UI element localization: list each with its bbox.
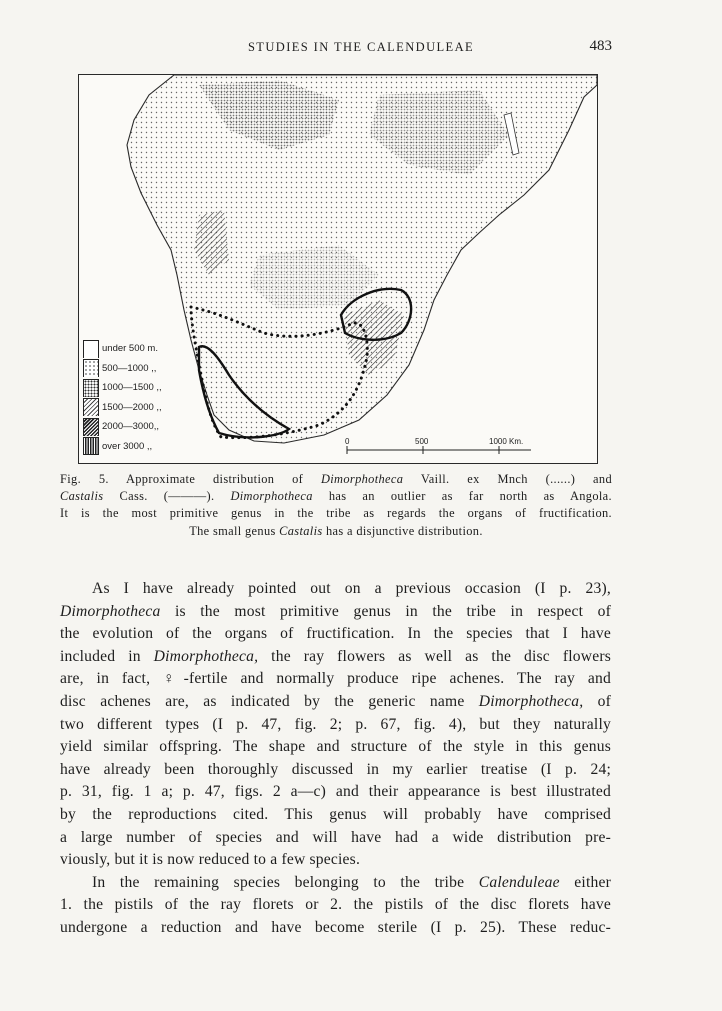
body-line: yield similar offspring. The shape and structure of the style in this genus [60, 738, 611, 756]
body-text [60, 578, 611, 940]
body-line [60, 646, 611, 669]
caption-line [60, 523, 612, 540]
body-line: are, in fact, ♀-fertile and normally produce ripe achenes. The ray and [60, 670, 611, 688]
caption-genus: Dimorphotheca [230, 489, 313, 504]
caption-text: Cass. (———). [103, 489, 231, 504]
scale-bar [347, 446, 531, 454]
body-line: As I have already pointed out on a previous occasion (I p. 23), [92, 580, 611, 597]
body-line: a large number of species and will have had a wide distribution pre- [60, 828, 611, 846]
running-head [0, 40, 722, 58]
legend-row [83, 398, 213, 418]
legend-label: 2000—3000,, [102, 421, 160, 433]
caption-genus: Castalis [60, 489, 104, 504]
legend-row [83, 359, 213, 379]
body-text-run: included in [60, 647, 154, 665]
legend-label: over 3000 ,, [102, 440, 153, 452]
genus-name: Dimorphotheca, [478, 692, 584, 710]
legend-label: 1500—2000 ,, [102, 401, 162, 413]
distribution-map-figure [78, 74, 598, 464]
scale-label-max: 1000 Km. [489, 437, 524, 446]
caption-text: Fig. 5. Approximate distribution of [60, 472, 321, 486]
body-text-run: either [559, 873, 612, 891]
caption-text: The small genus [189, 523, 280, 538]
legend-swatch [83, 340, 99, 358]
genus-name: Dimorphotheca [60, 602, 161, 620]
legend-label: 500—1000 ,, [102, 362, 157, 374]
legend-label: 1000—1500 ,, [102, 382, 162, 394]
body-line: have already been thoroughly discussed in my earlier treatise (I p. 24; [60, 760, 611, 778]
body-text-run: of [583, 692, 611, 710]
body-text-run: In the remaining species belonging to the tribe [92, 873, 479, 891]
caption-genus: Castalis [279, 523, 323, 538]
tribe-name: Calenduleae [478, 873, 560, 891]
body-line: undergone a reduction and have become sterile (I p. 25). These reduc- [60, 918, 611, 936]
body-text-run: disc achenes are, as indicated by the generic name [60, 692, 479, 710]
body-text-run: the ray flowers as well as the disc flowers [258, 647, 611, 665]
body-line [60, 872, 611, 895]
caption-genus: Dimorphotheca [320, 472, 404, 486]
legend-swatch [83, 379, 99, 397]
page-number: 483 [589, 38, 612, 54]
body-line [60, 601, 611, 624]
caption-line [60, 471, 612, 488]
legend-row [83, 339, 213, 359]
body-line: by the reproductions cited. This genus will probably have comprised [60, 805, 611, 823]
body-text-run: is the most primitive genus in the tribe in respect of [160, 602, 611, 620]
legend-swatch [83, 398, 99, 416]
caption-line: It is the most primitive genus in the tribe as regards the organs of fructification. [60, 506, 612, 521]
genus-name: Dimorphotheca, [153, 647, 259, 665]
scale-label-mid: 500 [415, 437, 429, 446]
legend-swatch [83, 418, 99, 436]
legend-row [83, 378, 213, 398]
legend-swatch [83, 437, 99, 455]
legend-label: under 500 m. [102, 343, 158, 355]
body-line: p. 31, fig. 1 a; p. 47, figs. 2 a—c) and their appearance is best illustrated [60, 783, 611, 801]
legend-row [83, 417, 213, 437]
body-line: two different types (I p. 47, fig. 2; p. 67, fig. 4), but they naturally [60, 715, 611, 733]
running-head-title: STUDIES IN THE CALENDULEAE [247, 40, 475, 54]
caption-line [60, 488, 612, 505]
caption-text: has a disjunctive distribution. [322, 523, 483, 538]
legend-row [83, 437, 213, 457]
caption-text: Vaill. ex Mnch (......) and [403, 472, 612, 486]
body-line: 1. the pistils of the ray florets or 2. the pistils of the disc florets have [60, 896, 611, 914]
legend-swatch [83, 359, 99, 377]
elevation-legend [83, 339, 213, 456]
body-line: viously, but it is now reduced to a few species. [60, 851, 361, 869]
figure-caption [60, 471, 612, 540]
body-line [60, 691, 611, 714]
scale-label-zero: 0 [345, 437, 350, 446]
body-line: the evolution of the organs of fructification. In the species that I have [60, 625, 611, 643]
caption-text: has an outlier as far north as Angola. [312, 489, 612, 504]
